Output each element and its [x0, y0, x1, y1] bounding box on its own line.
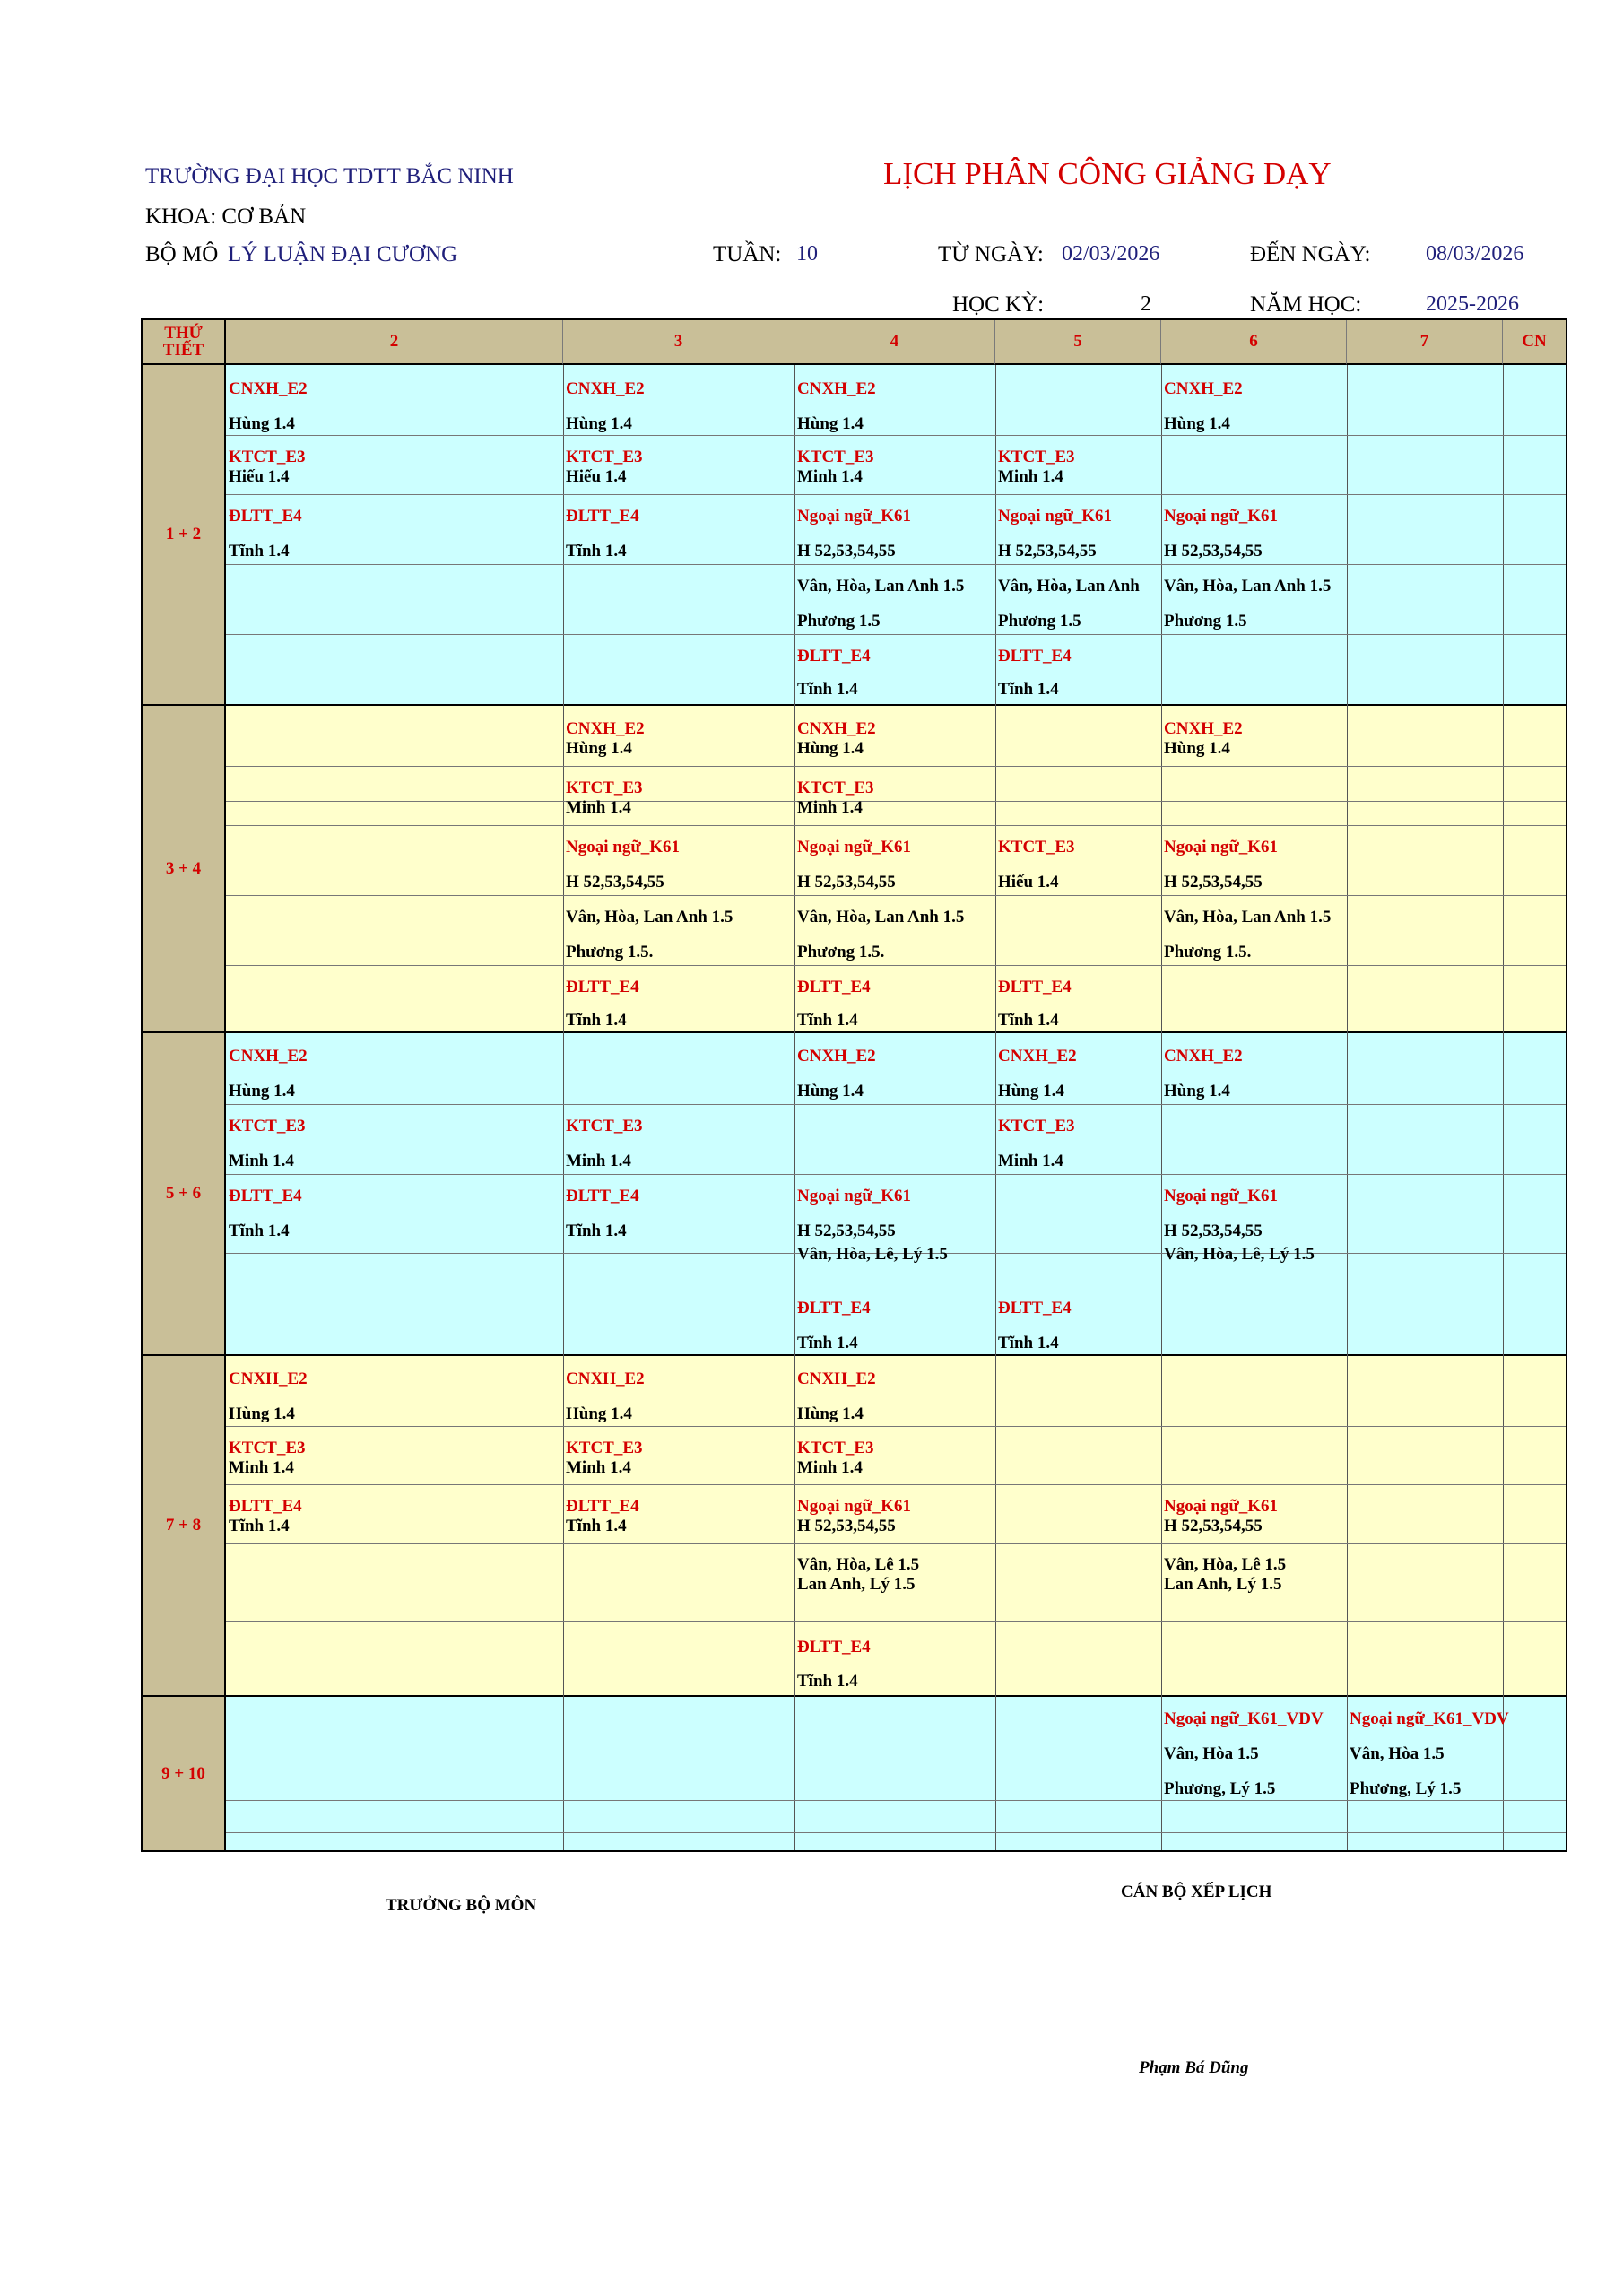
subject-code: CNXH_E2 [229, 1047, 308, 1065]
lecturer: Phương 1.5. [1164, 943, 1252, 961]
schedule-entry [1350, 1709, 1509, 1799]
period-label: 9 + 10 [143, 1697, 226, 1850]
period-label: 3 + 4 [143, 706, 226, 1033]
subject-code: ĐLTT_E4 [998, 978, 1072, 996]
schedule-entry [566, 507, 639, 561]
lecturer: Phương 1.5 [1164, 612, 1247, 631]
schedule-entry [797, 838, 911, 892]
row-divider [226, 1484, 1566, 1485]
from-date-value: 02/03/2026 [1062, 242, 1160, 265]
lecturer: Tĩnh 1.4 [566, 1517, 627, 1535]
class-group: H 52,53,54,55 [998, 542, 1097, 561]
class-group: H 52,53,54,55 [1164, 873, 1263, 891]
day-header: 6 [1161, 320, 1347, 365]
subject-code: ĐLTT_E4 [566, 1497, 639, 1516]
subject-code: CNXH_E2 [1164, 1047, 1243, 1065]
schedule-entry [797, 577, 964, 631]
schedule-entry [998, 1047, 1077, 1101]
subject-code: ĐLTT_E4 [998, 647, 1072, 665]
schedule-entry [566, 379, 645, 434]
lecturer: Hiếu 1.4 [566, 467, 627, 486]
lecturer: Tĩnh 1.4 [229, 1517, 290, 1535]
school-name: TRƯỜNG ĐẠI HỌC TDTT BẮC NINH [145, 164, 514, 188]
subject-code: Ngoại ngữ_K61 [1164, 507, 1278, 526]
class-group: H 52,53,54,55 [797, 873, 896, 891]
schedule-entry [998, 577, 1140, 631]
lecturer: Vân, Hòa, Lê 1.5 [1164, 1555, 1287, 1574]
schedule-entry [797, 778, 874, 818]
subject-code: CNXH_E2 [797, 719, 876, 738]
subject-code: ĐLTT_E4 [797, 1299, 871, 1318]
subject-code: ĐLTT_E4 [797, 978, 871, 996]
subject-code: ĐLTT_E4 [797, 1638, 871, 1657]
column-divider [1503, 365, 1504, 1850]
schedule-entry [566, 448, 643, 487]
schedule-entry [797, 647, 871, 700]
subject-code: CNXH_E2 [998, 1047, 1077, 1065]
semester-value: 2 [1141, 292, 1151, 316]
row-divider [226, 1621, 1566, 1622]
row-divider [226, 634, 1566, 635]
lecturer: Tĩnh 1.4 [566, 1222, 627, 1240]
row-divider [226, 435, 1566, 436]
lecturer: Vân, Hòa, Lan Anh 1.5 [1164, 577, 1332, 596]
lecturer: Tĩnh 1.4 [229, 1222, 290, 1240]
schedule-entry [229, 1497, 302, 1536]
schedule-entry [998, 448, 1075, 487]
schedule-entry [797, 379, 876, 434]
faculty: KHOA: CƠ BẢN [145, 204, 307, 229]
lecturer: Hùng 1.4 [566, 1405, 632, 1423]
subject-code: Ngoại ngữ_K61 [797, 507, 911, 526]
subject-code: ĐLTT_E4 [566, 507, 639, 526]
lecturer: Vân, Hòa, Lan Anh 1.5 [566, 908, 733, 926]
schedule-entry [1164, 379, 1243, 434]
subject-code: Ngoại ngữ_K61 [566, 838, 680, 857]
lecturer: Vân, Hòa, Lê, Lý 1.5 [1164, 1245, 1315, 1264]
lecturer: Tĩnh 1.4 [998, 680, 1059, 699]
subject-code: KTCT_E3 [566, 778, 643, 797]
subject-code: Ngoại ngữ_K61 [998, 507, 1112, 526]
subject-code: KTCT_E3 [566, 448, 643, 466]
lecturer: Hiếu 1.4 [229, 467, 290, 486]
lecturer: Tĩnh 1.4 [797, 1011, 858, 1030]
day-header: 2 [226, 320, 563, 365]
day-header: 4 [794, 320, 995, 365]
schedule-entry [797, 1439, 874, 1478]
head-of-department-signature: TRƯỞNG BỘ MÔN [386, 1896, 537, 1915]
lecturer: Vân, Hòa 1.5 [1164, 1744, 1259, 1763]
subject-code: ĐLTT_E4 [229, 1497, 302, 1516]
week-label: TUẦN: [713, 242, 782, 266]
class-group: H 52,53,54,55 [797, 1517, 896, 1535]
subject-code: Ngoại ngữ_K61 [1164, 1187, 1278, 1205]
corner-period-label: TIẾT [162, 341, 204, 360]
day-header: CN [1503, 320, 1566, 365]
row-divider [226, 1174, 1566, 1175]
class-group: H 52,53,54,55 [1164, 1517, 1263, 1535]
subject-code: KTCT_E3 [229, 1439, 306, 1457]
schedule-entry [229, 1439, 306, 1478]
subject-code: CNXH_E2 [229, 1370, 308, 1388]
subject-code: CNXH_E2 [566, 379, 645, 398]
column-divider [794, 365, 795, 1850]
lecturer: Hùng 1.4 [797, 1405, 864, 1423]
lecturer: Tĩnh 1.4 [797, 1672, 858, 1691]
subject-code: CNXH_E2 [797, 1047, 876, 1065]
subject-code: KTCT_E3 [998, 1117, 1075, 1135]
corner-day-label: THỨ [164, 324, 203, 343]
subject-code: KTCT_E3 [229, 1117, 306, 1135]
schedule-entry [1164, 577, 1331, 631]
schedule-table [141, 318, 1567, 1852]
page-title: LỊCH PHÂN CÔNG GIẢNG DẠY [883, 156, 1332, 191]
schedule-entry [1164, 1047, 1243, 1101]
lecturer: Vân, Hòa, Lan Anh [998, 577, 1140, 596]
day-header: 5 [995, 320, 1161, 365]
schedule-entry [797, 1187, 948, 1265]
lecturer: Phương 1.5. [797, 943, 885, 961]
lecturer: Minh 1.4 [229, 1458, 294, 1477]
subject-code: KTCT_E3 [229, 448, 306, 466]
schedule-entry [566, 778, 643, 818]
schedule-entry [566, 908, 733, 962]
scheduler-name: Phạm Bá Dũng [1139, 2058, 1249, 2077]
schedule-entry [566, 1370, 645, 1424]
schedule-entry [797, 1047, 876, 1101]
lecturer: Lan Anh, Lý 1.5 [1164, 1575, 1282, 1594]
lecturer: Hùng 1.4 [998, 1082, 1064, 1100]
schedule-entry [998, 647, 1072, 700]
lecturer: Minh 1.4 [229, 1152, 294, 1170]
schedule-entry [998, 1117, 1075, 1171]
row-divider [226, 766, 1566, 767]
schedule-entry [566, 1117, 643, 1171]
subject-code: Ngoại ngữ_K61_VDV [1164, 1709, 1324, 1728]
lecturer: Lan Anh, Lý 1.5 [797, 1575, 916, 1594]
row-divider [226, 965, 1566, 966]
department-label: BỘ MÔ [145, 242, 219, 266]
schedule-entry [566, 838, 680, 892]
lecturer: Hùng 1.4 [229, 1082, 295, 1100]
subject-code: KTCT_E3 [797, 448, 874, 466]
lecturer: Tĩnh 1.4 [998, 1011, 1059, 1030]
column-divider [563, 365, 564, 1850]
schedule-entry [229, 379, 308, 434]
subject-code: CNXH_E2 [797, 379, 876, 398]
schedule-entry [797, 1555, 919, 1595]
period-label: 7 + 8 [143, 1356, 226, 1697]
row-divider [226, 801, 1566, 802]
subject-code: KTCT_E3 [566, 1117, 643, 1135]
subject-code: Ngoại ngữ_K61 [797, 838, 911, 857]
lecturer: Minh 1.4 [566, 798, 631, 817]
lecturer: Vân, Hòa, Lan Anh 1.5 [1164, 908, 1332, 926]
lecturer: Minh 1.4 [797, 1458, 863, 1477]
school-year-value: 2025-2026 [1426, 292, 1519, 316]
row-divider [226, 564, 1566, 565]
lecturer: Tĩnh 1.4 [797, 1334, 858, 1352]
lecturer: Phương 1.5 [998, 612, 1081, 631]
row-divider [226, 895, 1566, 896]
subject-code: Ngoại ngữ_K61 [1164, 1497, 1278, 1516]
row-divider [226, 494, 1566, 495]
lecturer: Tĩnh 1.4 [998, 1334, 1059, 1352]
subject-code: Ngoại ngữ_K61 [797, 1497, 911, 1516]
row-divider [226, 1104, 1566, 1105]
subject-code: KTCT_E3 [566, 1439, 643, 1457]
from-date-label: TỪ NGÀY: [938, 242, 1044, 266]
schedule-entry [229, 1370, 308, 1424]
schedule-entry [229, 1187, 302, 1241]
class-group: H 52,53,54,55 [1164, 542, 1263, 561]
subject-code: CNXH_E2 [1164, 719, 1243, 738]
column-divider [995, 365, 996, 1850]
column-divider [1347, 365, 1348, 1850]
schedule-entry [797, 1370, 876, 1424]
subject-code: KTCT_E3 [998, 448, 1075, 466]
period-label: 1 + 2 [143, 365, 226, 706]
day-header: 3 [563, 320, 794, 365]
schedule-entry [1164, 1497, 1278, 1536]
subject-code: CNXH_E2 [797, 1370, 876, 1388]
lecturer: Minh 1.4 [797, 798, 863, 817]
row-divider [226, 1832, 1566, 1833]
to-date-label: ĐẾN NGÀY: [1250, 242, 1371, 266]
row-divider [226, 1426, 1566, 1427]
lecturer: Minh 1.4 [998, 467, 1063, 486]
period-label: 5 + 6 [143, 1033, 226, 1356]
schedule-entry [797, 1638, 871, 1692]
lecturer: Vân, Hòa, Lan Anh 1.5 [797, 577, 965, 596]
subject-code: Ngoại ngữ_K61 [1164, 838, 1278, 857]
lecturer: Phương, Lý 1.5 [1350, 1779, 1462, 1798]
subject-code: CNXH_E2 [566, 1370, 645, 1388]
scheduler-signature: CÁN BỘ XẾP LỊCH [1121, 1883, 1272, 1901]
lecturer: Minh 1.4 [797, 467, 863, 486]
lecturer: Hùng 1.4 [797, 1082, 864, 1100]
schedule-entry [1164, 838, 1278, 892]
schedule-entry [998, 507, 1112, 561]
subject-code: KTCT_E3 [998, 838, 1075, 857]
lecturer: Tĩnh 1.4 [566, 542, 627, 561]
subject-code: CNXH_E2 [229, 379, 308, 398]
lecturer: Hùng 1.4 [797, 739, 864, 758]
column-divider [1161, 365, 1162, 1850]
lecturer: Phương 1.5. [566, 943, 654, 961]
schedule-entry [566, 1187, 639, 1241]
lecturer: Hùng 1.4 [566, 414, 632, 433]
subject-code: ĐLTT_E4 [998, 1299, 1072, 1318]
department-value: LÝ LUẬN ĐẠI CƯƠNG [228, 242, 458, 266]
lecturer: Hùng 1.4 [566, 739, 632, 758]
schedule-entry [797, 448, 874, 487]
lecturer: Vân, Hòa 1.5 [1350, 1744, 1445, 1763]
class-group: H 52,53,54,55 [1164, 1222, 1263, 1240]
school-year-label: NĂM HỌC: [1250, 292, 1362, 317]
subject-code: CNXH_E2 [566, 719, 645, 738]
subject-code: ĐLTT_E4 [229, 1187, 302, 1205]
corner-header [143, 320, 226, 365]
schedule-entry [797, 719, 876, 759]
lecturer: Hiếu 1.4 [998, 873, 1059, 891]
subject-code: Ngoại ngữ_K61_VDV [1350, 1709, 1509, 1728]
schedule-entry [1164, 1555, 1286, 1595]
class-group: H 52,53,54,55 [797, 542, 896, 561]
subject-code: KTCT_E3 [797, 778, 874, 797]
schedule-entry [1164, 1709, 1324, 1799]
schedule-entry [797, 507, 911, 561]
schedule-entry [229, 448, 306, 487]
schedule-entry [229, 1117, 306, 1171]
lecturer: Vân, Hòa, Lê 1.5 [797, 1555, 920, 1574]
lecturer: Hùng 1.4 [1164, 739, 1230, 758]
lecturer: Tĩnh 1.4 [566, 1011, 627, 1030]
lecturer: Phương, Lý 1.5 [1164, 1779, 1276, 1798]
subject-code: ĐLTT_E4 [797, 647, 871, 665]
schedule-entry [797, 1497, 911, 1536]
schedule-entry [1164, 908, 1331, 962]
semester-label: HỌC KỲ: [952, 292, 1045, 317]
week-value: 10 [796, 242, 818, 265]
lecturer: Hùng 1.4 [1164, 1082, 1230, 1100]
schedule-entry [566, 1497, 639, 1536]
lecturer: Vân, Hòa, Lan Anh 1.5 [797, 908, 965, 926]
subject-code: Ngoại ngữ_K61 [797, 1187, 911, 1205]
lecturer: Minh 1.4 [566, 1152, 631, 1170]
schedule-entry [229, 507, 302, 561]
subject-code: ĐLTT_E4 [229, 507, 302, 526]
schedule-entry [797, 1299, 871, 1353]
lecturer: Minh 1.4 [998, 1152, 1063, 1170]
class-group: H 52,53,54,55 [797, 1222, 896, 1240]
lecturer: Tĩnh 1.4 [797, 680, 858, 699]
schedule-entry [1164, 507, 1278, 561]
lecturer: Minh 1.4 [566, 1458, 631, 1477]
schedule-entry [566, 978, 639, 1031]
subject-code: KTCT_E3 [797, 1439, 874, 1457]
lecturer: Phương 1.5 [797, 612, 881, 631]
schedule-entry [566, 719, 645, 759]
schedule-entry [797, 978, 871, 1031]
schedule-entry [1164, 1187, 1315, 1265]
schedule-entry [998, 838, 1075, 892]
lecturer: Vân, Hòa, Lê, Lý 1.5 [797, 1245, 948, 1264]
lecturer: Hùng 1.4 [229, 414, 295, 433]
schedule-entry [998, 1299, 1072, 1353]
lecturer: Tĩnh 1.4 [229, 542, 290, 561]
schedule-entry [797, 908, 964, 962]
subject-code: CNXH_E2 [1164, 379, 1243, 398]
row-divider [226, 825, 1566, 826]
class-group: H 52,53,54,55 [566, 873, 664, 891]
schedule-entry [566, 1439, 643, 1478]
row-divider [226, 1543, 1566, 1544]
row-divider [226, 1800, 1566, 1801]
subject-code: ĐLTT_E4 [566, 978, 639, 996]
schedule-entry [998, 978, 1072, 1031]
day-header: 7 [1347, 320, 1503, 365]
lecturer: Hùng 1.4 [229, 1405, 295, 1423]
lecturer: Hùng 1.4 [797, 414, 864, 433]
to-date-value: 08/03/2026 [1426, 242, 1524, 265]
schedule-entry [229, 1047, 308, 1101]
schedule-entry [1164, 719, 1243, 759]
subject-code: ĐLTT_E4 [566, 1187, 639, 1205]
lecturer: Hùng 1.4 [1164, 414, 1230, 433]
